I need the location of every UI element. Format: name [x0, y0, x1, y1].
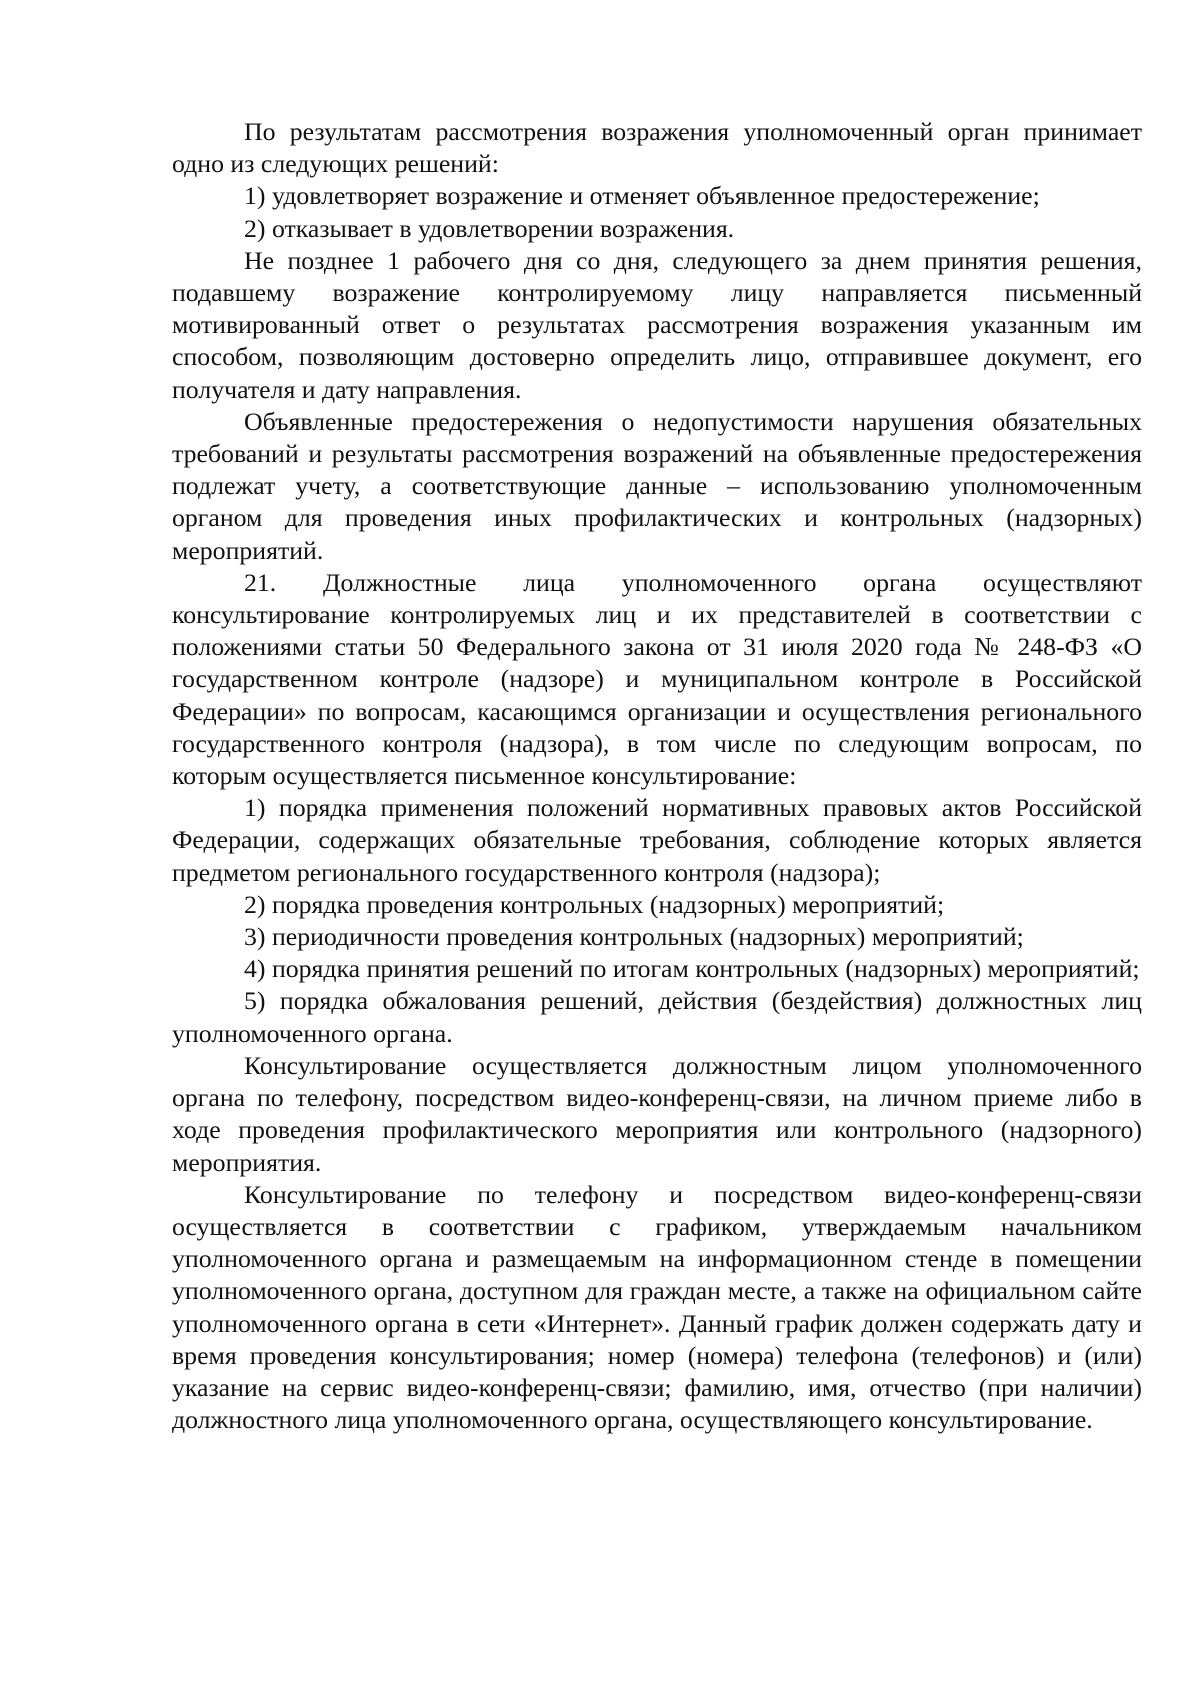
paragraph-consulting-topic-4: 4) порядка принятия решений по итогам контрольных (надзорных) мероприятий;	[244, 954, 1140, 984]
paragraph-consulting-schedule: Консультирование по телефону и посредством видео-конференц-связи осуществляется в соответствии с графиком, утверждаемым начальником уполномоченного органа и размещаемым на информационном стенде в помещении уполномоченного органа, доступном для граждан месте, а также на официальном сайте уполномоченного органа в сети «Интернет». Данный график должен содержать дату и время проведения консультирования; номер (номера) телефона (телефонов) и (или) указание на сервис видео-конференц-связи; фамилию, имя, отчество (при наличии) должностного лица уполномоченного органа, осуществляющего консультирование.	[172, 1179, 1142, 1435]
paragraph-consulting-methods: Консультирование осуществляется должностным лицом уполномоченного органа по телефону, посредством видео-конференц-связи, на личном приеме либо в ходе проведения профилактического мероприятия или контрольного (надзорного) мероприятия.	[172, 1050, 1142, 1177]
paragraph-consulting-topic-5: 5) порядка обжалования решений, действия (бездействия) должностных лиц уполномоченного органа.	[172, 986, 1142, 1048]
paragraph-response-deadline: Не позднее 1 рабочего дня со дня, следующего за днем принятия решения, подавшему возражение контролируемому лицу направляется письменный мотивированный ответ о результатах рассмотрения возражения указанным им способом, позволяющим достоверно определить лицо, отправившее документ, его получателя и дату направления.	[172, 245, 1142, 404]
paragraph-consulting-topic-2: 2) порядка проведения контрольных (надзорных) мероприятий;	[244, 889, 945, 919]
paragraph-consulting-topic-1: 1) порядка применения положений нормативных правовых актов Российской Федерации, содержащих обязательные требования, соблюдение которых является предметом регионального государственного контроля (надзора);	[172, 793, 1142, 887]
paragraph-warnings-accounting: Объявленные предостережения о недопустимости нарушения обязательных требований и результаты рассмотрения возражений на объявленные предостережения подлежат учету, а соответствующие данные – использованию уполномоченным органом для проведения иных профилактических и контрольных (надзорных) мероприятий.	[172, 406, 1142, 565]
document-page	[172, 116, 1142, 1436]
paragraph-decision-option-2: 2) отказывает в удовлетворении возражения.	[244, 213, 735, 243]
paragraph-decision-option-1: 1) удовлетворяет возражение и отменяет объявленное предостережение;	[244, 181, 1040, 211]
paragraph-consulting-topic-3: 3) периодичности проведения контрольных (надзорных) мероприятий;	[244, 922, 1024, 952]
paragraph-objection-decision-intro: По результатам рассмотрения возражения уполномоченный орган принимает одно из следующих решений:	[172, 117, 1142, 179]
paragraph-section-21-consulting: 21. Должностные лица уполномоченного органа осуществляют консультирование контролируемых лиц и их представителей в соответствии с положениями статьи 50 Федерального закона от 31 июля 2020 года № 248-ФЗ «О государственном контроле (надзоре) и муниципальном контроле в Российской Федерации» по вопросам, касающимся организации и осуществления регионального государственного контроля (надзора), в том числе по следующим вопросам, по которым осуществляется письменное консультирование:	[172, 567, 1142, 791]
